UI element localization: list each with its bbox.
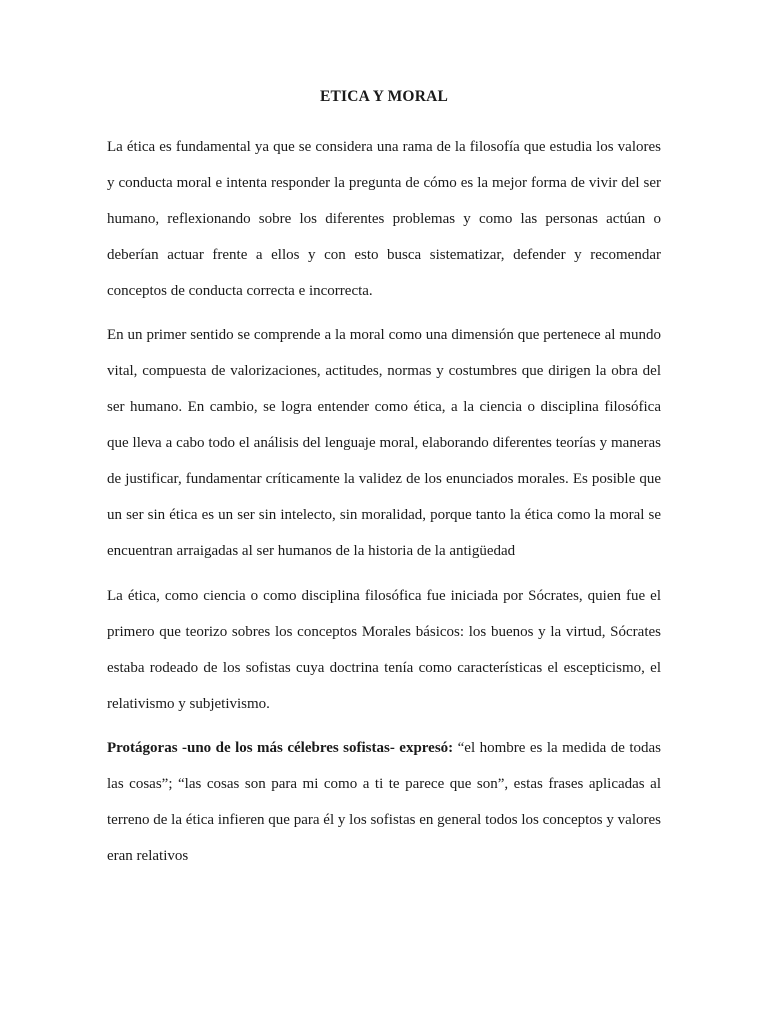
- paragraph-1: La ética es fundamental ya que se considera una rama de la filosofía que estudia los valores y conducta moral e intenta responder la pregunta de cómo es la mejor forma de vivir del ser humano, reflexionando sobre los diferentes problemas y como las personas actúan o deberían actuar frente a ellos y con esto busca sistematizar, defender y recomendar conceptos de conducta correcta e incorrecta.: [107, 139, 661, 299]
- paragraph-4: [107, 730, 661, 874]
- paragraph-2: En un primer sentido se comprende a la moral como una dimensión que pertenece al mundo vital, compuesta de valorizaciones, actitudes, normas y costumbres que dirigen la obra del ser humano. En cambio, se logra entender como ética, a la ciencia o disciplina filosófica que lleva a cabo todo el análisis del lenguaje moral, elaborando diferentes teorías y maneras de justificar, fundamentar críticamente la validez de los enunciados morales. Es posible que un ser sin ética es un ser sin intelecto, sin moralidad, porque tanto la ética como la moral se encuentran arraigadas al ser humanos de la historia de la antigüedad: [107, 327, 661, 559]
- paragraph-4-text: “el hombre es la medida de todas las cosas”; “las cosas son para mi como a ti te parece que son”, estas frases aplicadas al terreno de la ética infieren que para él y los sofistas en general todos los conceptos y valores eran relativos: [107, 740, 661, 864]
- document-title: ETICA Y MORAL: [319, 88, 449, 105]
- paragraph-3: La ética, como ciencia o como disciplina filosófica fue iniciada por Sócrates, quien fue el primero que teorizo sobres los conceptos Morales básicos: los buenos y la virtud, Sócrates estaba rodeado de los sofistas cuya doctrina tenía como características el escepticismo, el relativismo y subjetivismo.: [107, 588, 661, 712]
- paragraph-4-bold-lead: Protágoras -uno de los más célebres sofistas- expresó:: [107, 740, 454, 756]
